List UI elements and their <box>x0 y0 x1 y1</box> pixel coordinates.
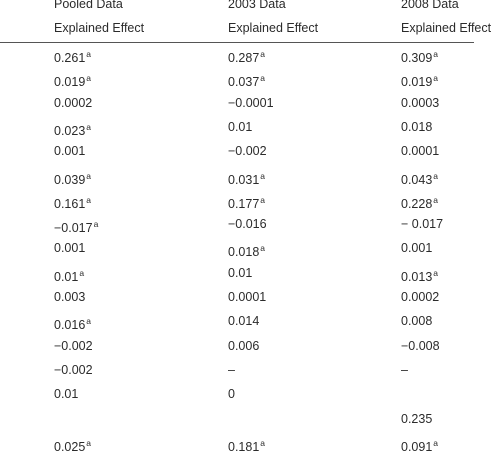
table-cell <box>401 314 432 328</box>
table-cell <box>401 290 439 304</box>
cell-value: 0.181 <box>228 440 260 454</box>
table-cell <box>228 266 252 280</box>
table-cell <box>54 71 91 89</box>
table-cell <box>228 120 252 134</box>
cell-value: −0.008 <box>401 339 440 353</box>
table-cell <box>401 120 432 134</box>
cell-value: 0.0001 <box>401 144 440 158</box>
table-cell <box>54 290 85 304</box>
table-cell <box>401 339 440 353</box>
table-cell <box>401 47 438 65</box>
cell-value: −0.002 <box>228 144 267 158</box>
cell-value: 0.018 <box>401 120 433 134</box>
table-cell <box>54 436 91 454</box>
cell-value: 0.014 <box>228 314 260 328</box>
cell-value: 0.031 <box>228 173 260 187</box>
cell-value: 0.037 <box>228 75 260 89</box>
significance-marker: a <box>86 438 92 448</box>
cell-value: 0.235 <box>401 412 433 426</box>
cell-value: 0.161 <box>54 197 86 211</box>
cell-value: −0.002 <box>54 363 93 377</box>
cell-value: 0.0002 <box>401 290 440 304</box>
column-subtitle-2008: Explained Effect <box>401 21 491 35</box>
table-cell <box>228 47 265 65</box>
significance-marker: a <box>260 73 266 83</box>
significance-marker: a <box>260 438 266 448</box>
cell-value: 0.008 <box>401 314 433 328</box>
table-cell <box>228 193 265 211</box>
cell-value: 0.287 <box>228 51 260 65</box>
table-cell <box>228 96 274 110</box>
header-rule <box>0 42 474 43</box>
table-cell <box>54 120 91 138</box>
cell-value: 0.261 <box>54 51 86 65</box>
table-cell <box>228 144 267 158</box>
table-cell <box>401 193 438 211</box>
cell-value: −0.002 <box>54 339 93 353</box>
significance-marker: a <box>93 219 99 229</box>
table-cell <box>401 96 439 110</box>
table-cell <box>228 169 265 187</box>
table-cell <box>401 266 438 284</box>
table-cell <box>228 436 265 454</box>
table-cell <box>54 47 91 65</box>
column-subtitle-2003: Explained Effect <box>228 21 319 35</box>
cell-value: 0.016 <box>54 318 86 332</box>
table-cell <box>54 339 93 353</box>
cell-value: 0.023 <box>54 124 86 138</box>
table-cell <box>401 169 438 187</box>
significance-marker: a <box>86 122 92 132</box>
significance-marker: a <box>86 73 92 83</box>
table-cell <box>228 241 265 259</box>
column-title-pooled: Pooled Data <box>54 0 123 11</box>
table-cell <box>228 314 259 328</box>
table-cell <box>54 241 85 255</box>
table-cell <box>401 363 408 377</box>
cell-value: 0.228 <box>401 197 433 211</box>
cell-value: 0.309 <box>401 51 433 65</box>
table-cell <box>54 169 91 187</box>
table-cell <box>228 290 266 304</box>
significance-marker: a <box>433 73 439 83</box>
cell-value: 0.0003 <box>401 96 440 110</box>
cell-value: 0.01 <box>228 266 253 280</box>
cell-value: 0 <box>228 387 235 401</box>
table-cell <box>54 193 91 211</box>
cell-value: 0.001 <box>54 241 86 255</box>
cell-value: 0.0002 <box>54 96 93 110</box>
table-cell <box>54 217 98 235</box>
table-cell <box>54 363 93 377</box>
table-cell <box>54 314 91 332</box>
column-title-2008: 2008 Data <box>401 0 459 11</box>
cell-value: – <box>228 363 235 377</box>
cell-value: 0.003 <box>54 290 86 304</box>
cell-value: 0.001 <box>54 144 86 158</box>
cell-value: 0.01 <box>54 270 79 284</box>
cell-value: 0.039 <box>54 173 86 187</box>
significance-marker: a <box>260 243 266 253</box>
cell-value: 0.177 <box>228 197 260 211</box>
cell-value: 0.019 <box>401 75 433 89</box>
cell-value: − 0.017 <box>401 217 444 231</box>
table-cell <box>401 436 438 454</box>
cell-value: 0.091 <box>401 440 433 454</box>
significance-marker: a <box>433 195 439 205</box>
significance-marker: a <box>86 171 92 181</box>
significance-marker: a <box>86 49 92 59</box>
significance-marker: a <box>86 195 92 205</box>
table-cell <box>228 217 267 231</box>
cell-value: −0.0001 <box>228 96 274 110</box>
column-subtitle-pooled: Explained Effect <box>54 21 145 35</box>
cell-value: 0.018 <box>228 245 260 259</box>
cell-value: 0.01 <box>228 120 253 134</box>
significance-marker: a <box>260 171 266 181</box>
significance-marker: a <box>260 195 266 205</box>
cell-value: 0.043 <box>401 173 433 187</box>
significance-marker: a <box>79 268 85 278</box>
table-cell <box>401 144 439 158</box>
table-cell <box>401 241 432 255</box>
cell-value: 0.025 <box>54 440 86 454</box>
cell-value: 0.001 <box>401 241 433 255</box>
significance-marker: a <box>86 316 92 326</box>
table-cell <box>401 217 443 231</box>
significance-marker: a <box>433 49 439 59</box>
cell-value: 0.0001 <box>228 290 267 304</box>
table-cell <box>228 71 265 89</box>
table-cell <box>401 412 432 426</box>
cell-value: 0.01 <box>54 387 79 401</box>
table-cell <box>54 144 85 158</box>
table-cell <box>54 266 84 284</box>
significance-marker: a <box>260 49 266 59</box>
column-title-2003: 2003 Data <box>228 0 286 11</box>
table-cell <box>54 96 92 110</box>
cell-value: 0.019 <box>54 75 86 89</box>
table-cell <box>401 71 438 89</box>
table-cell <box>54 387 78 401</box>
significance-marker: a <box>433 171 439 181</box>
cell-value: −0.016 <box>228 217 267 231</box>
cell-value: – <box>401 363 408 377</box>
cell-value: 0.013 <box>401 270 433 284</box>
significance-marker: a <box>433 438 439 448</box>
table-cell <box>228 387 235 401</box>
cell-value: −0.017 <box>54 221 93 235</box>
table-cell <box>228 363 235 377</box>
table-cell <box>228 339 259 353</box>
cell-value: 0.006 <box>228 339 260 353</box>
significance-marker: a <box>433 268 439 278</box>
